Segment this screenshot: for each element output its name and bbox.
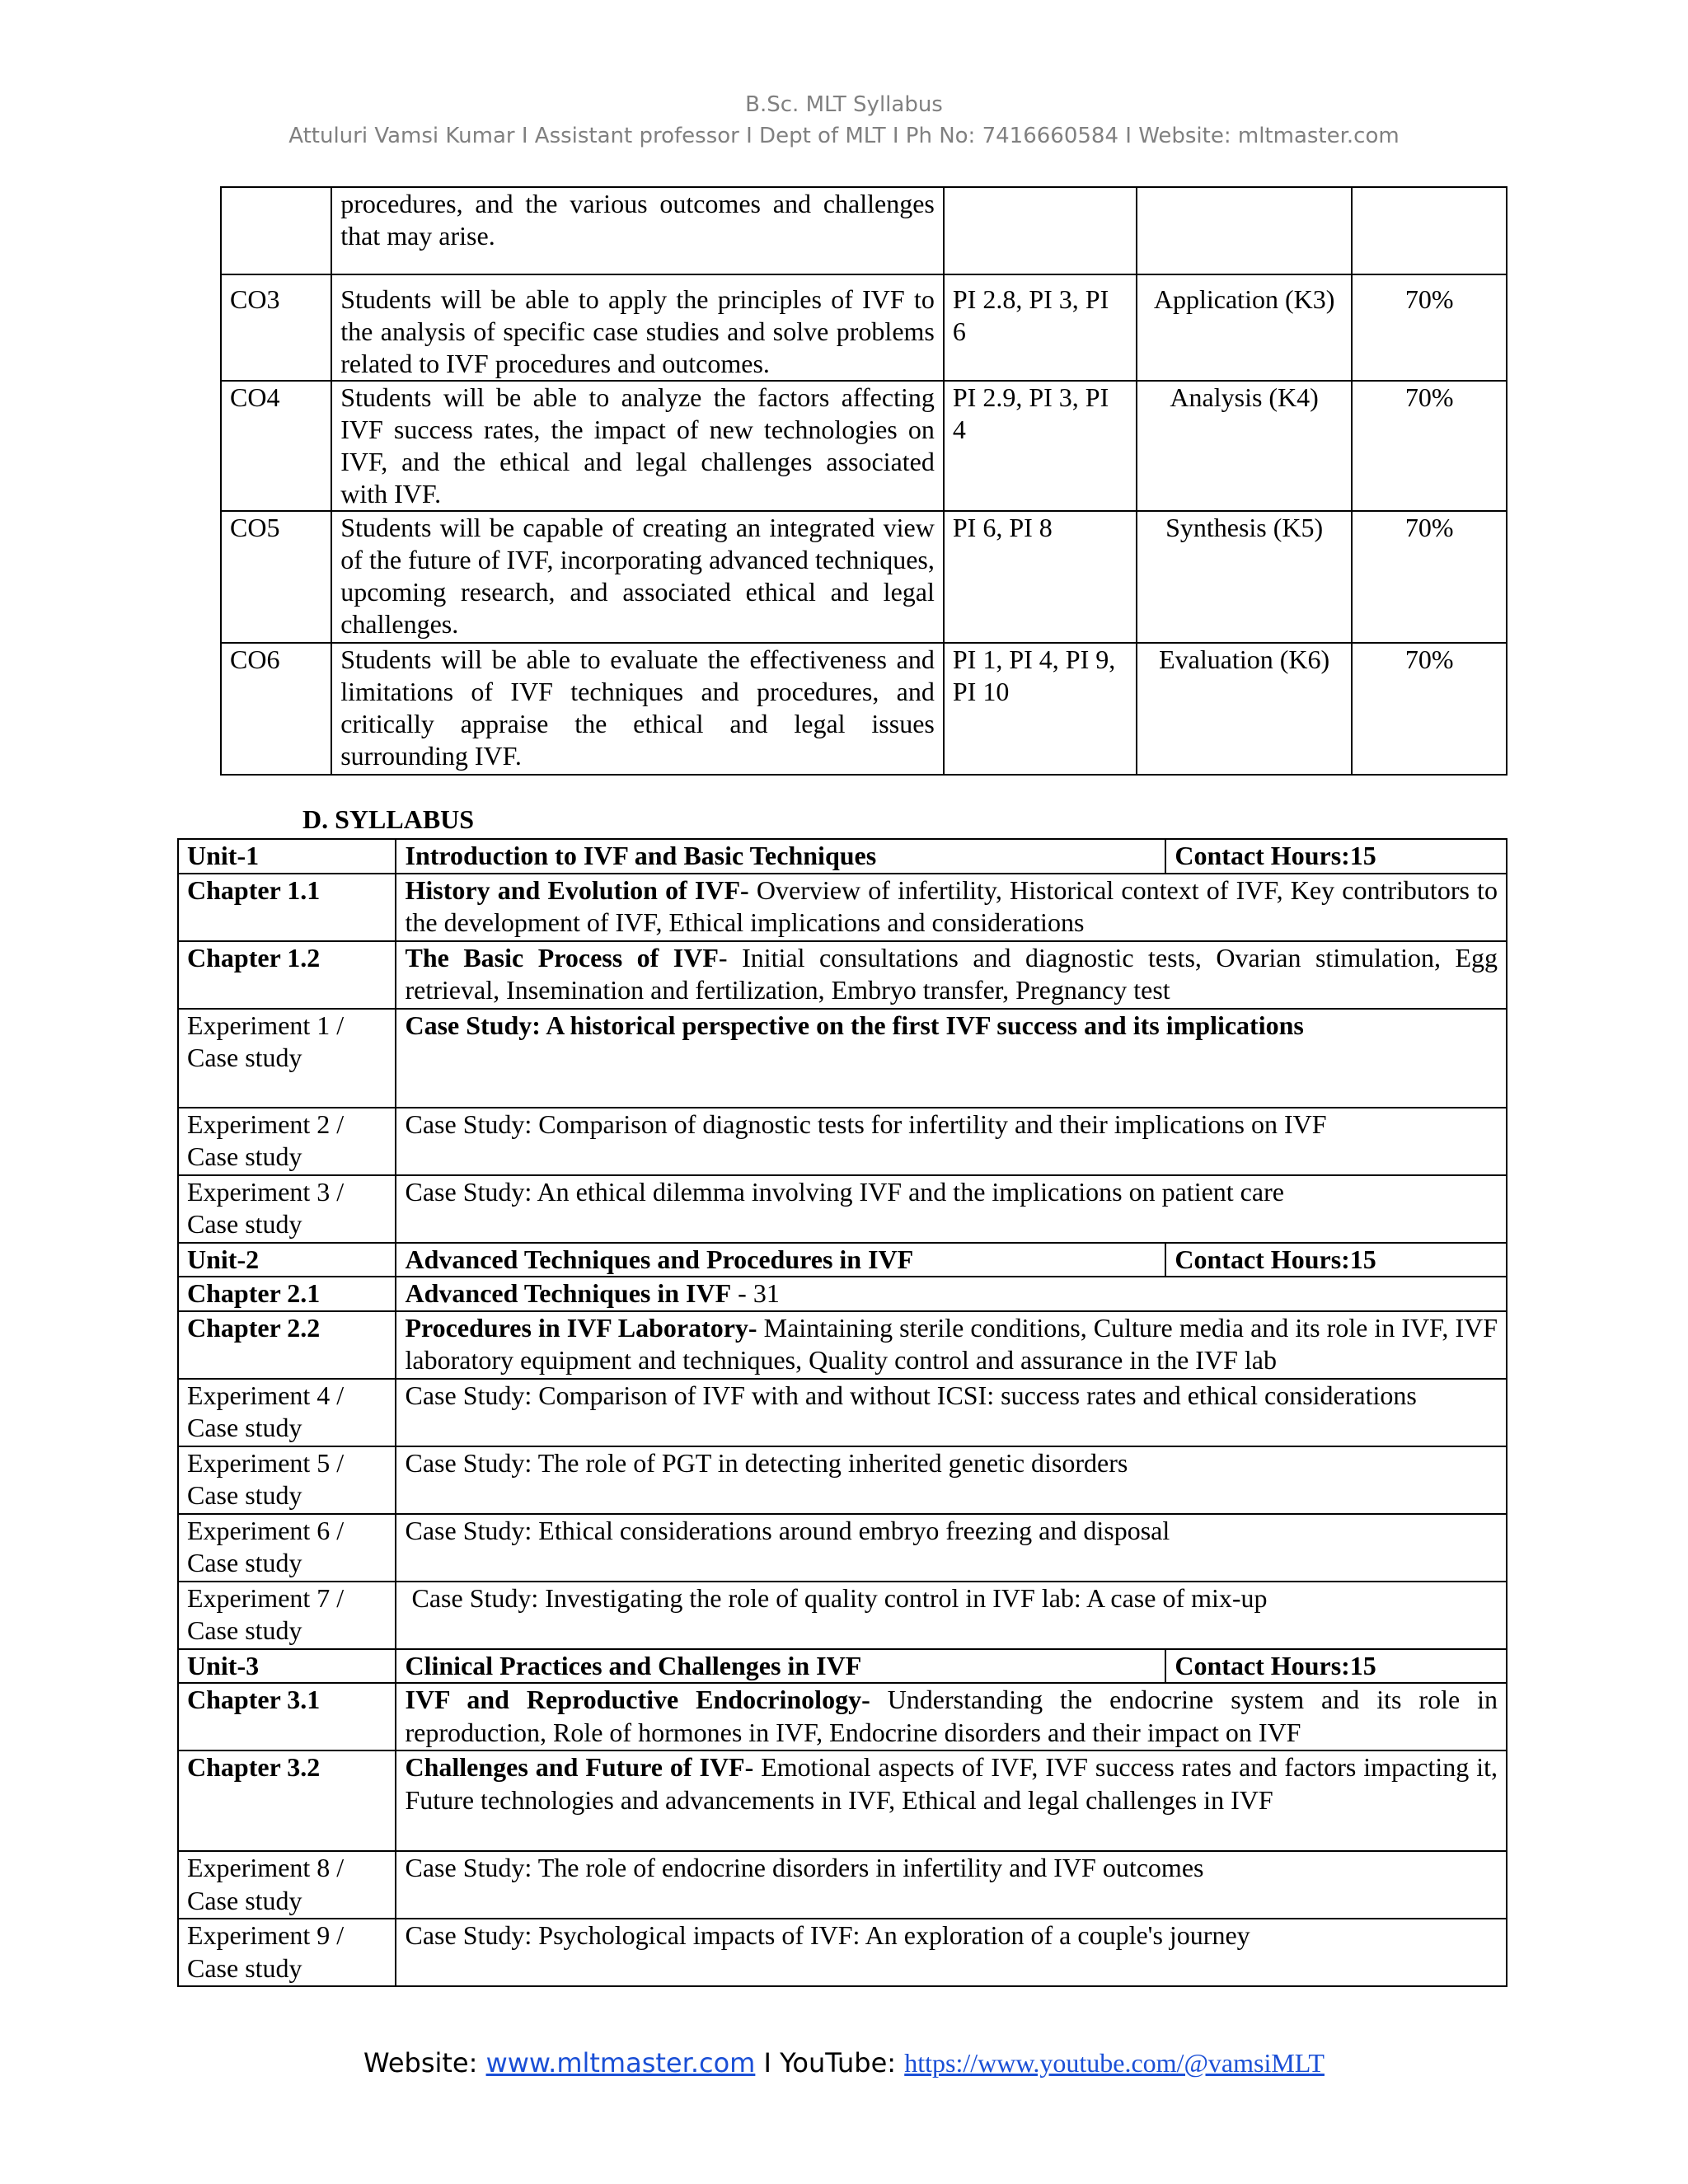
unit-title: Clinical Practices and Challenges in IVF bbox=[396, 1649, 1165, 1684]
page-header-author: Attuluri Vamsi Kumar I Assistant professor I Dept of MLT I Ph No: 7416660584 I Website: mltmaster.com bbox=[288, 124, 1400, 148]
co-pi: PI 2.8, PI 3, PI 6 bbox=[944, 274, 1137, 381]
experiment-label: Experiment 7 / Case study bbox=[178, 1582, 396, 1649]
experiment-label: Experiment 6 / Case study bbox=[178, 1514, 396, 1582]
footer-youtube-link[interactable]: https://www.youtube.com/@vamsiMLT bbox=[904, 2048, 1325, 2078]
unit-hours: Contact Hours:15 bbox=[1165, 1243, 1507, 1277]
co-level: Synthesis (K5) bbox=[1137, 511, 1352, 643]
table-row bbox=[221, 511, 1507, 643]
unit-label: Unit-3 bbox=[178, 1649, 396, 1684]
course-outcomes-table bbox=[220, 186, 1507, 776]
co-target bbox=[1352, 187, 1507, 274]
unit-row bbox=[178, 1243, 1507, 1277]
co-target: 70% bbox=[1352, 511, 1507, 643]
co-pi: PI 1, PI 4, PI 9, PI 10 bbox=[944, 643, 1137, 775]
chapter-label: Chapter 1.1 bbox=[178, 874, 396, 941]
experiment-label: Experiment 4 / Case study bbox=[178, 1379, 396, 1446]
chapter-label: Chapter 3.2 bbox=[178, 1750, 396, 1851]
experiment-label: Experiment 9 / Case study bbox=[178, 1919, 396, 1986]
co-target: 70% bbox=[1352, 381, 1507, 511]
co-pi bbox=[944, 187, 1137, 274]
co-pi: PI 2.9, PI 3, PI 4 bbox=[944, 381, 1137, 511]
experiment-content: Case Study: The role of PGT in detecting inherited genetic disorders bbox=[396, 1446, 1507, 1514]
experiment-label: Experiment 1 / Case study bbox=[178, 1009, 396, 1108]
unit-row bbox=[178, 1649, 1507, 1684]
co-level: Evaluation (K6) bbox=[1137, 643, 1352, 775]
co-pi: PI 6, PI 8 bbox=[944, 511, 1137, 643]
co-id: CO4 bbox=[221, 381, 331, 511]
co-target: 70% bbox=[1352, 274, 1507, 381]
footer-website-link[interactable]: www.mltmaster.com bbox=[485, 2047, 756, 2079]
experiment-row bbox=[178, 1379, 1507, 1446]
experiment-content: Case Study: Psychological impacts of IVF: An exploration of a couple's journey bbox=[396, 1919, 1507, 1986]
experiment-content: Case Study: An ethical dilemma involving IVF and the implications on patient care bbox=[396, 1175, 1507, 1243]
experiment-content: Case Study: The role of endocrine disorders in infertility and IVF outcomes bbox=[396, 1851, 1507, 1919]
co-id: CO6 bbox=[221, 643, 331, 775]
chapter-row bbox=[178, 1277, 1507, 1311]
co-level: Application (K3) bbox=[1137, 274, 1352, 381]
chapter-content: The Basic Process of IVF- Initial consultations and diagnostic tests, Ovarian stimulation, Egg retrieval, Insemination and fertilization, Embryo transfer, Pregnancy test bbox=[396, 941, 1507, 1009]
chapter-content: Advanced Techniques in IVF - 31 bbox=[396, 1277, 1507, 1311]
experiment-row bbox=[178, 1514, 1507, 1582]
co-id: CO5 bbox=[221, 511, 331, 643]
table-row bbox=[221, 381, 1507, 511]
experiment-label: Experiment 5 / Case study bbox=[178, 1446, 396, 1514]
unit-row bbox=[178, 839, 1507, 874]
experiment-content: Case Study: Comparison of IVF with and without ICSI: success rates and ethical considerations bbox=[396, 1379, 1507, 1446]
unit-hours: Contact Hours:15 bbox=[1165, 1649, 1507, 1684]
co-description: procedures, and the various outcomes and challenges that may arise. bbox=[331, 187, 944, 274]
chapter-row bbox=[178, 1311, 1507, 1379]
chapter-content: Procedures in IVF Laboratory- Maintaining sterile conditions, Culture media and its role in IVF, IVF laboratory equipment and techniques, Quality control and assurance in the IVF lab bbox=[396, 1311, 1507, 1379]
chapter-row bbox=[178, 874, 1507, 941]
chapter-label: Chapter 2.2 bbox=[178, 1311, 396, 1379]
chapter-row bbox=[178, 941, 1507, 1009]
experiment-row bbox=[178, 1919, 1507, 1986]
syllabus-table bbox=[177, 838, 1507, 1987]
page-footer bbox=[0, 2047, 1688, 2079]
experiment-content: Case Study: Investigating the role of quality control in IVF lab: A case of mix-up bbox=[396, 1582, 1507, 1649]
chapter-label: Chapter 1.2 bbox=[178, 941, 396, 1009]
co-description: Students will be able to analyze the factors affecting IVF success rates, the impact of new technologies on IVF, and the ethical and legal challenges associated with IVF. bbox=[331, 381, 944, 511]
co-description: Students will be able to evaluate the effectiveness and limitations of IVF techniques and procedures, and critically appraise the ethical and legal issues surrounding IVF. bbox=[331, 643, 944, 775]
chapter-content: History and Evolution of IVF- Overview of infertility, Historical context of IVF, Key contributors to the development of IVF, Ethical implications and considerations bbox=[396, 874, 1507, 941]
experiment-label: Experiment 8 / Case study bbox=[178, 1851, 396, 1919]
experiment-label: Experiment 2 / Case study bbox=[178, 1108, 396, 1175]
experiment-row bbox=[178, 1175, 1507, 1243]
co-description: Students will be capable of creating an integrated view of the future of IVF, incorporating advanced techniques, upcoming research, and associated ethical and legal challenges. bbox=[331, 511, 944, 643]
unit-title: Advanced Techniques and Procedures in IVF bbox=[396, 1243, 1165, 1277]
experiment-row bbox=[178, 1851, 1507, 1919]
experiment-label: Experiment 3 / Case study bbox=[178, 1175, 396, 1243]
chapter-content: IVF and Reproductive Endocrinology- Understanding the endocrine system and its role in reproduction, Role of hormones in IVF, Endocrine disorders and their impact on IVF bbox=[396, 1683, 1507, 1750]
chapter-label: Chapter 2.1 bbox=[178, 1277, 396, 1311]
co-id: CO3 bbox=[221, 274, 331, 381]
experiment-row bbox=[178, 1446, 1507, 1514]
unit-title: Introduction to IVF and Basic Techniques bbox=[396, 839, 1165, 874]
unit-label: Unit-1 bbox=[178, 839, 396, 874]
co-target: 70% bbox=[1352, 643, 1507, 775]
syllabus-heading: D. SYLLABUS bbox=[302, 804, 475, 834]
co-id bbox=[221, 187, 331, 274]
table-row bbox=[221, 643, 1507, 775]
co-description: Students will be able to apply the principles of IVF to the analysis of specific case studies and solve problems related to IVF procedures and outcomes. bbox=[331, 274, 944, 381]
footer-separator: I YouTube: bbox=[755, 2047, 905, 2079]
unit-hours: Contact Hours:15 bbox=[1165, 839, 1507, 874]
co-level: Analysis (K4) bbox=[1137, 381, 1352, 511]
experiment-content: Case Study: Ethical considerations around embryo freezing and disposal bbox=[396, 1514, 1507, 1582]
chapter-row bbox=[178, 1750, 1507, 1851]
table-row bbox=[221, 274, 1507, 381]
experiment-row bbox=[178, 1108, 1507, 1175]
experiment-row bbox=[178, 1582, 1507, 1649]
footer-website-label: Website: bbox=[363, 2047, 486, 2079]
co-level bbox=[1137, 187, 1352, 274]
table-row bbox=[221, 187, 1507, 274]
chapter-content: Challenges and Future of IVF- Emotional aspects of IVF, IVF success rates and factors impacting it, Future technologies and advancements in IVF, Ethical and legal challenges in IVF bbox=[396, 1750, 1507, 1851]
experiment-content: Case Study: A historical perspective on the first IVF success and its implications bbox=[396, 1009, 1507, 1108]
experiment-content: Case Study: Comparison of diagnostic tests for infertility and their implications on IVF bbox=[396, 1108, 1507, 1175]
chapter-row bbox=[178, 1683, 1507, 1750]
experiment-row bbox=[178, 1009, 1507, 1108]
chapter-label: Chapter 3.1 bbox=[178, 1683, 396, 1750]
unit-label: Unit-2 bbox=[178, 1243, 396, 1277]
page-header-title: B.Sc. MLT Syllabus bbox=[745, 92, 943, 117]
